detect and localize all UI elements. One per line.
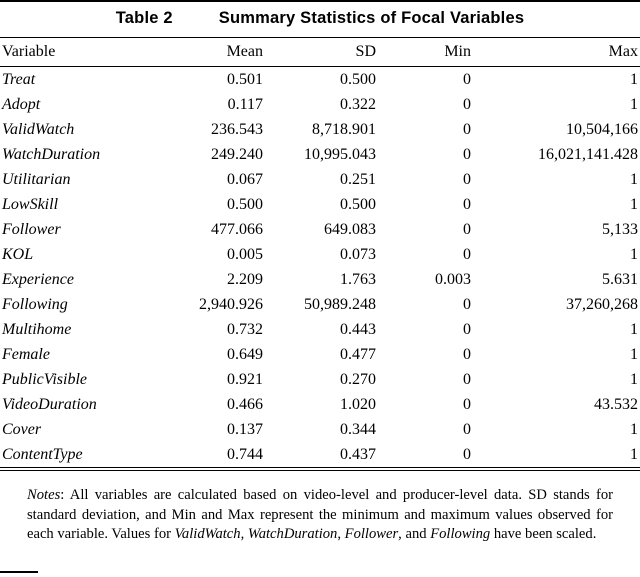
table-notes <box>27 486 613 545</box>
min-cell: 0 <box>463 96 471 113</box>
mean-cell: 2.209 <box>227 271 263 288</box>
table-row <box>0 342 640 367</box>
sd-cell: 1.763 <box>340 271 376 288</box>
notes-var-validwatch: ValidWatch <box>174 526 241 542</box>
variable-name-cell: PublicVisible <box>2 371 88 388</box>
mean-cell: 0.005 <box>227 246 263 263</box>
top-rule <box>0 0 640 2</box>
sd-cell: 0.443 <box>340 321 376 338</box>
variable-name-cell: Experience <box>2 271 74 288</box>
min-cell: 0 <box>463 121 471 138</box>
min-cell: 0 <box>463 146 471 163</box>
sd-cell: 1.020 <box>340 396 376 413</box>
max-cell: 1 <box>630 421 638 438</box>
max-cell: 5,133 <box>602 221 638 238</box>
table-row <box>0 117 640 142</box>
variable-name-cell: ContentType <box>2 446 83 463</box>
notes-label: Notes <box>27 487 61 503</box>
table-row <box>0 67 640 93</box>
mean-cell: 0.500 <box>227 196 263 213</box>
min-cell: 0 <box>463 371 471 388</box>
min-cell: 0 <box>463 446 471 463</box>
sd-cell: 8,718.901 <box>312 121 376 138</box>
max-cell: 1 <box>630 246 638 263</box>
max-cell: 1 <box>630 321 638 338</box>
sd-cell: 0.477 <box>340 346 376 363</box>
col-header-mean: Mean <box>226 43 263 60</box>
variable-name-cell: Utilitarian <box>2 171 71 188</box>
table-row <box>0 267 640 292</box>
variable-name-cell: ValidWatch <box>2 121 75 138</box>
min-cell: 0 <box>463 246 471 263</box>
table-row <box>0 442 640 469</box>
mean-cell: 236.543 <box>211 121 263 138</box>
notes-sep: , <box>337 526 345 542</box>
variable-name-cell: KOL <box>2 246 34 263</box>
min-cell: 0 <box>463 171 471 188</box>
sd-cell: 0.270 <box>340 371 376 388</box>
max-cell: 43.532 <box>594 396 638 413</box>
sd-cell: 0.344 <box>340 421 376 438</box>
max-cell: 10,504,166 <box>566 121 638 138</box>
table-row <box>0 242 640 267</box>
mean-cell: 0.137 <box>227 421 263 438</box>
variable-name-cell: WatchDuration <box>2 146 101 163</box>
mean-cell: 249.240 <box>211 146 263 163</box>
max-cell: 1 <box>630 346 638 363</box>
table-row <box>0 417 640 442</box>
table-number-label: Table 2 <box>115 9 173 27</box>
cutoff-rule-fragment <box>0 571 38 573</box>
summary-statistics-table <box>0 37 640 471</box>
variable-name-cell: Adopt <box>2 96 41 113</box>
table-row <box>0 217 640 242</box>
mean-cell: 0.649 <box>227 346 263 363</box>
col-header-variable: Variable <box>2 43 56 60</box>
col-header-max: Max <box>608 43 638 60</box>
max-cell: 1 <box>630 171 638 188</box>
mean-cell: 477.066 <box>211 221 263 238</box>
max-cell: 16,021,141.428 <box>538 146 638 163</box>
mean-cell: 0.921 <box>227 371 263 388</box>
variable-name-cell: Multihome <box>2 321 72 338</box>
min-cell: 0 <box>463 221 471 238</box>
notes-tail: have been scaled. <box>490 526 597 542</box>
col-header-min: Min <box>444 43 471 60</box>
notes-sep: , <box>240 526 248 542</box>
table-title: Summary Statistics of Focal Variables <box>218 9 525 27</box>
table-row <box>0 92 640 117</box>
table-row <box>0 167 640 192</box>
sd-cell: 10,995.043 <box>304 146 376 163</box>
sd-cell: 0.251 <box>340 171 376 188</box>
variable-name-cell: LowSkill <box>2 196 59 213</box>
sd-cell: 0.500 <box>340 196 376 213</box>
variable-name-cell: Cover <box>2 421 42 438</box>
notes-var-follower: Follower <box>344 526 399 542</box>
table-caption <box>0 0 640 37</box>
max-cell: 1 <box>630 71 638 88</box>
notes-var-watchduration: WatchDuration <box>247 526 338 542</box>
sd-cell: 0.322 <box>340 96 376 113</box>
min-cell: 0 <box>463 346 471 363</box>
table-row <box>0 142 640 167</box>
notes-var-following: Following <box>430 526 491 542</box>
variable-name-cell: VideoDuration <box>2 396 97 413</box>
variable-name-cell: Female <box>2 346 50 363</box>
max-cell: 37,260,268 <box>566 296 638 313</box>
sd-cell: 0.437 <box>340 446 376 463</box>
min-cell: 0.003 <box>435 271 471 288</box>
mean-cell: 0.466 <box>227 396 263 413</box>
table-row <box>0 392 640 417</box>
mean-cell: 0.744 <box>227 446 263 463</box>
table-header-row <box>0 38 640 67</box>
sd-cell: 0.500 <box>340 71 376 88</box>
variable-name-cell: Treat <box>2 71 36 88</box>
variable-name-cell: Following <box>2 296 68 313</box>
min-cell: 0 <box>463 196 471 213</box>
variable-name-cell: Follower <box>2 221 61 238</box>
table-row <box>0 317 640 342</box>
mean-cell: 0.117 <box>227 96 263 113</box>
max-cell: 1 <box>630 371 638 388</box>
table-row <box>0 367 640 392</box>
min-cell: 0 <box>463 71 471 88</box>
sd-cell: 0.073 <box>340 246 376 263</box>
notes-text: : All variables are calculated based on video-level and producer-level data. SD stands for standard deviation, and Min and Max represent the minimum and maximum values observed for each variable. Values for <box>27 487 613 542</box>
mean-cell: 0.732 <box>227 321 263 338</box>
table-row <box>0 192 640 217</box>
mean-cell: 0.067 <box>227 171 263 188</box>
min-cell: 0 <box>463 421 471 438</box>
mean-cell: 0.501 <box>227 71 263 88</box>
sd-cell: 649.083 <box>324 221 376 238</box>
mean-cell: 2,940.926 <box>199 296 263 313</box>
max-cell: 5.631 <box>602 271 638 288</box>
max-cell: 1 <box>630 96 638 113</box>
min-cell: 0 <box>463 296 471 313</box>
min-cell: 0 <box>463 321 471 338</box>
table-row <box>0 292 640 317</box>
col-header-sd: SD <box>355 43 376 60</box>
min-cell: 0 <box>463 396 471 413</box>
sd-cell: 50,989.248 <box>304 296 376 313</box>
max-cell: 1 <box>630 196 638 213</box>
notes-sep: , and <box>398 526 431 542</box>
max-cell: 1 <box>630 446 638 463</box>
